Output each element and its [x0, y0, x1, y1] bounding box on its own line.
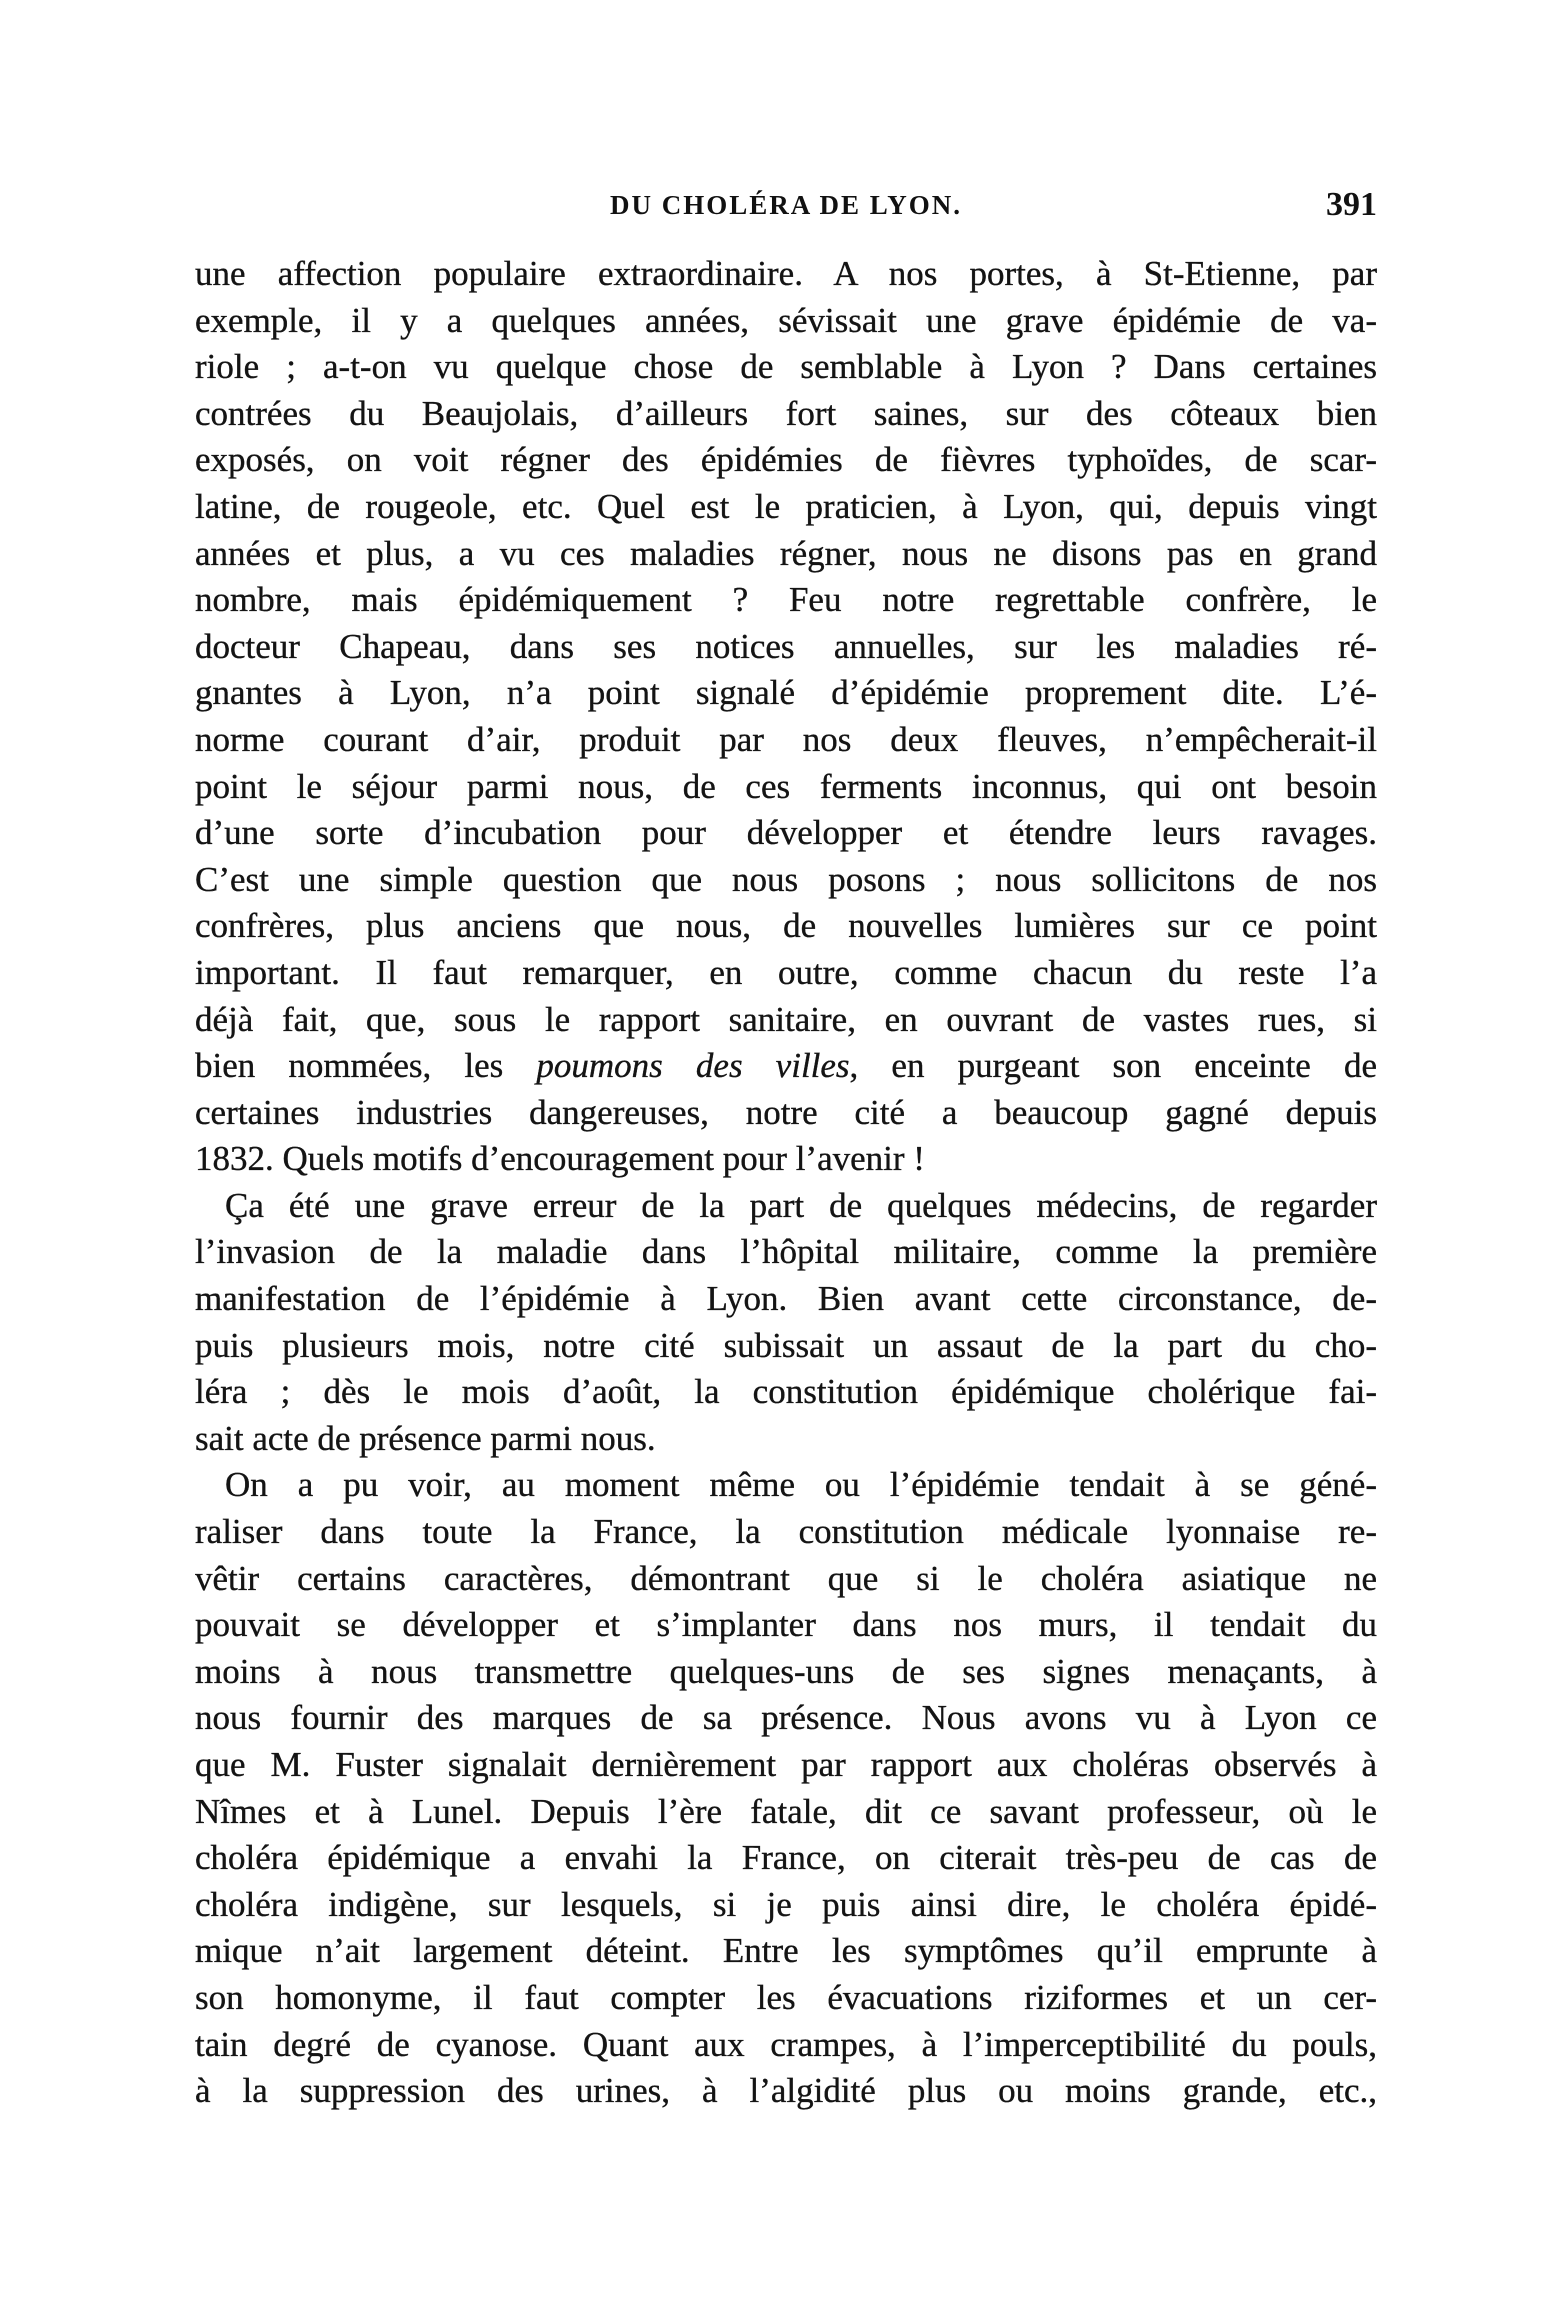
- running-title: DU CHOLÉRA DE LYON.: [609, 190, 963, 220]
- text-line: que M. Fuster signalait dernièrement par rapport aux choléras observés à: [195, 1745, 1377, 1784]
- text-line: mique n’ait largement déteint. Entre les symptômes qu’il emprunte à: [195, 1931, 1377, 1971]
- paragraph-start-line: On a pu voir, au moment même ou l’épidémie tendait à se géné-: [225, 1465, 1377, 1505]
- text-segment: , en purgeant son enceinte de: [849, 1046, 1377, 1086]
- text-line: confrères, plus anciens que nous, de nouvelles lumières sur ce point: [195, 906, 1377, 946]
- text-line: années et plus, a vu ces maladies régner, nous ne disons pas en grand: [195, 533, 1377, 573]
- text-line: d’une sorte d’incubation pour développer et étendre leurs ravages.: [195, 813, 1377, 853]
- text-line: point le séjour parmi nous, de ces ferments inconnus, qui ont besoin: [195, 766, 1377, 806]
- text-line: choléra indigène, sur lesquels, si je puis ainsi dire, le choléra épidé-: [195, 1884, 1377, 1924]
- text-line: important. Il faut remarquer, en outre, comme chacun du reste l’a: [195, 952, 1377, 992]
- text-line: tain degré de cyanose. Quant aux crampes, à l’imperceptibilité du pouls,: [195, 2024, 1377, 2064]
- text-line: manifestation de l’épidémie à Lyon. Bien avant cette circonstance, de-: [195, 1279, 1377, 1319]
- text-line: riole ; a-t-on vu quelque chose de semblable à Lyon ? Dans certaines: [195, 347, 1377, 387]
- italic-phrase: poumons des villes: [536, 1046, 850, 1086]
- text-line: une affection populaire extraordinaire. A nos portes, à St-Etienne, par: [195, 254, 1377, 293]
- text-line: déjà fait, que, sous le rapport sanitaire, en ouvrant de vastes rues, si: [195, 999, 1377, 1039]
- paragraph-end-line: 1832. Quels motifs d’encouragement pour l’avenir !: [195, 1139, 925, 1179]
- text-line: nombre, mais épidémiquement ? Feu notre regrettable confrère, le: [195, 580, 1377, 620]
- text-line: C’est une simple question que nous posons ; nous sollicitons de nos: [195, 859, 1377, 899]
- text-line: nous fournir des marques de sa présence. Nous avons vu à Lyon ce: [195, 1698, 1377, 1738]
- body-text: [195, 251, 1377, 2115]
- paragraph-start-line: Ça été une grave erreur de la part de quelques médecins, de regarder: [225, 1185, 1377, 1225]
- text-line: léra ; dès le mois d’août, la constitution épidémique cholérique fai-: [195, 1372, 1377, 1412]
- text-line: choléra épidémique a envahi la France, on citerait très-peu de cas de: [195, 1838, 1377, 1878]
- text-line: certaines industries dangereuses, notre cité a beaucoup gagné depuis: [195, 1092, 1377, 1132]
- text-line: son homonyme, il faut compter les évacuations riziformes et un cer-: [195, 1977, 1377, 2017]
- page-number: 391: [1326, 186, 1377, 223]
- text-line: exemple, il y a quelques années, sévissait une grave épidémie de va-: [195, 300, 1377, 340]
- text-line: latine, de rougeole, etc. Quel est le praticien, à Lyon, qui, depuis vingt: [195, 486, 1377, 526]
- text-line: docteur Chapeau, dans ses notices annuelles, sur les maladies ré-: [195, 626, 1377, 666]
- text-line: moins à nous transmettre quelques-uns de ses signes menaçants, à: [195, 1651, 1377, 1691]
- text-line: à la suppression des urines, à l’algidité plus ou moins grande, etc.,: [195, 2071, 1377, 2111]
- text-line: Nîmes et à Lunel. Depuis l’ère fatale, dit ce savant professeur, où le: [195, 1791, 1377, 1831]
- running-header: [195, 180, 1377, 230]
- text-segment: bien nommées, les: [195, 1046, 537, 1086]
- text-line: l’invasion de la maladie dans l’hôpital militaire, comme la première: [195, 1232, 1377, 1272]
- paragraph-end-line: sait acte de présence parmi nous.: [195, 1418, 656, 1458]
- text-line-with-italic: [195, 1043, 1377, 1090]
- text-line: raliser dans toute la France, la constitution médicale lyonnaise re-: [195, 1512, 1377, 1552]
- text-line: norme courant d’air, produit par nos deux fleuves, n’empêcherait-il: [195, 719, 1377, 759]
- text-line: pouvait se développer et s’implanter dans nos murs, il tendait du: [195, 1605, 1377, 1645]
- text-line: exposés, on voit régner des épidémies de fièvres typhoïdes, de scar-: [195, 440, 1377, 480]
- text-line: vêtir certains caractères, démontrant que si le choléra asiatique ne: [195, 1558, 1377, 1598]
- text-line: contrées du Beaujolais, d’ailleurs fort saines, sur des côteaux bien: [195, 393, 1377, 433]
- text-line: puis plusieurs mois, notre cité subissait un assaut de la part du cho-: [195, 1325, 1377, 1365]
- text-line: gnantes à Lyon, n’a point signalé d’épidémie proprement dite. L’é-: [195, 673, 1377, 713]
